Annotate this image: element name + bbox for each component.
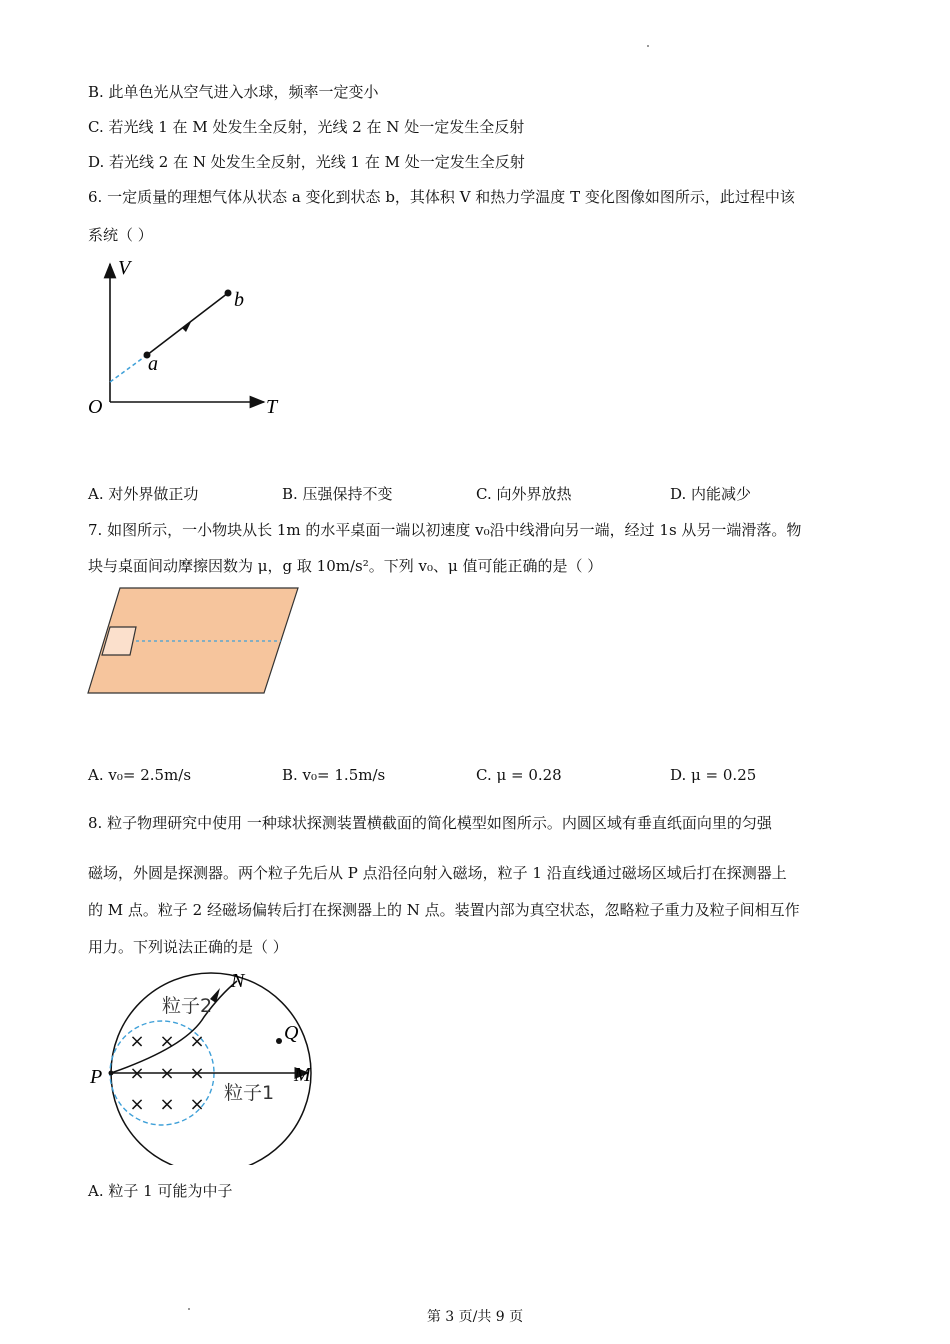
- point-b-label: b: [234, 289, 244, 311]
- q8-stem-line4: 用力。下列说法正确的是（ ）: [88, 938, 288, 956]
- p-label: P: [90, 1066, 103, 1088]
- q7-option-c: C. μ = 0.28: [476, 766, 562, 784]
- q8-stem-line3: 的 M 点。粒子 2 经磁场偏转后打在探测器上的 N 点。装置内部为真空状态，忽略粒子重力及粒子间相互作: [88, 901, 800, 919]
- q6-stem-line1: 6. 一定质量的理想气体从状态 a 变化到状态 b，其体积 V 和热力学温度 T 变化图像如图所示，此过程中该: [88, 188, 795, 206]
- field-mark: ×: [129, 1031, 145, 1052]
- n-label: N: [231, 970, 245, 992]
- q6-option-c: C. 向外界放热: [476, 485, 572, 503]
- vt-graph: [86, 252, 296, 422]
- q5-option-d: D. 若光线 2 在 N 处发生全反射，光线 1 在 M 处一定发生全反射: [88, 153, 525, 171]
- field-mark: ×: [129, 1094, 145, 1115]
- q6-option-d: D. 内能减少: [670, 485, 752, 503]
- point-q: [276, 1038, 282, 1044]
- q7-option-d: D. μ = 0.25: [670, 766, 757, 784]
- particle2-label: 粒子2: [162, 995, 213, 1017]
- q8-stem-line2: 磁场，外圆是探测器。两个粒子先后从 P 点沿径向射入磁场，粒子 1 沿直线通过磁场区域后打在探测器上: [88, 864, 787, 882]
- m-label: M: [294, 1064, 311, 1086]
- q5-option-b: B. 此单色光从空气进入水球，频率一定变小: [88, 83, 379, 101]
- field-mark: ×: [189, 1094, 205, 1115]
- q6-option-a: A. 对外界做正功: [88, 485, 199, 503]
- point-p: [109, 1071, 114, 1076]
- scan-dot: [647, 45, 649, 47]
- point-a-label: a: [148, 353, 158, 375]
- q7-option-a: A. v₀= 2.5m/s: [88, 766, 192, 784]
- field-mark: ×: [159, 1063, 175, 1084]
- q7-stem-line1: 7. 如图所示，一小物块从长 1m 的水平桌面一端以初速度 v₀沿中线滑向另一端，经过 1s 从另一端滑落。物: [88, 521, 802, 539]
- field-mark: ×: [189, 1063, 205, 1084]
- origin-label: O: [88, 396, 103, 418]
- table-diagram: [86, 585, 302, 697]
- field-mark: ×: [129, 1063, 145, 1084]
- direction-arrow: [182, 320, 192, 332]
- q-label: Q: [284, 1022, 299, 1044]
- particle1-label: 粒子1: [224, 1082, 275, 1104]
- q8-option-a: A. 粒子 1 可能为中子: [88, 1182, 233, 1200]
- field-mark: ×: [159, 1031, 175, 1052]
- x-axis-label: T: [266, 396, 278, 418]
- detector-diagram: [86, 965, 326, 1165]
- q6-stem-line2: 系统（ ）: [88, 226, 153, 244]
- page-footer: 第 3 页/共 9 页: [426, 1309, 524, 1325]
- extrapolation-dashed-line: [110, 355, 147, 382]
- q5-option-c: C. 若光线 1 在 M 处发生全反射，光线 2 在 N 处一定发生全反射: [88, 118, 525, 136]
- field-mark: ×: [159, 1094, 175, 1115]
- y-axis-label: V: [118, 257, 131, 279]
- q7-option-b: B. v₀= 1.5m/s: [282, 766, 386, 784]
- q8-stem-line1: 8. 粒子物理研究中使用 一种球状探测装置横截面的简化模型如图所示。内圆区域有垂直纸面向里的匀强: [88, 814, 772, 832]
- q6-option-b: B. 压强保持不变: [282, 485, 393, 503]
- field-mark: ×: [189, 1031, 205, 1052]
- point-b: [225, 290, 232, 297]
- q7-stem-line2: 块与桌面间动摩擦因数为 μ，g 取 10m/s²。下列 v₀、μ 值可能正确的是（ ）: [88, 557, 603, 575]
